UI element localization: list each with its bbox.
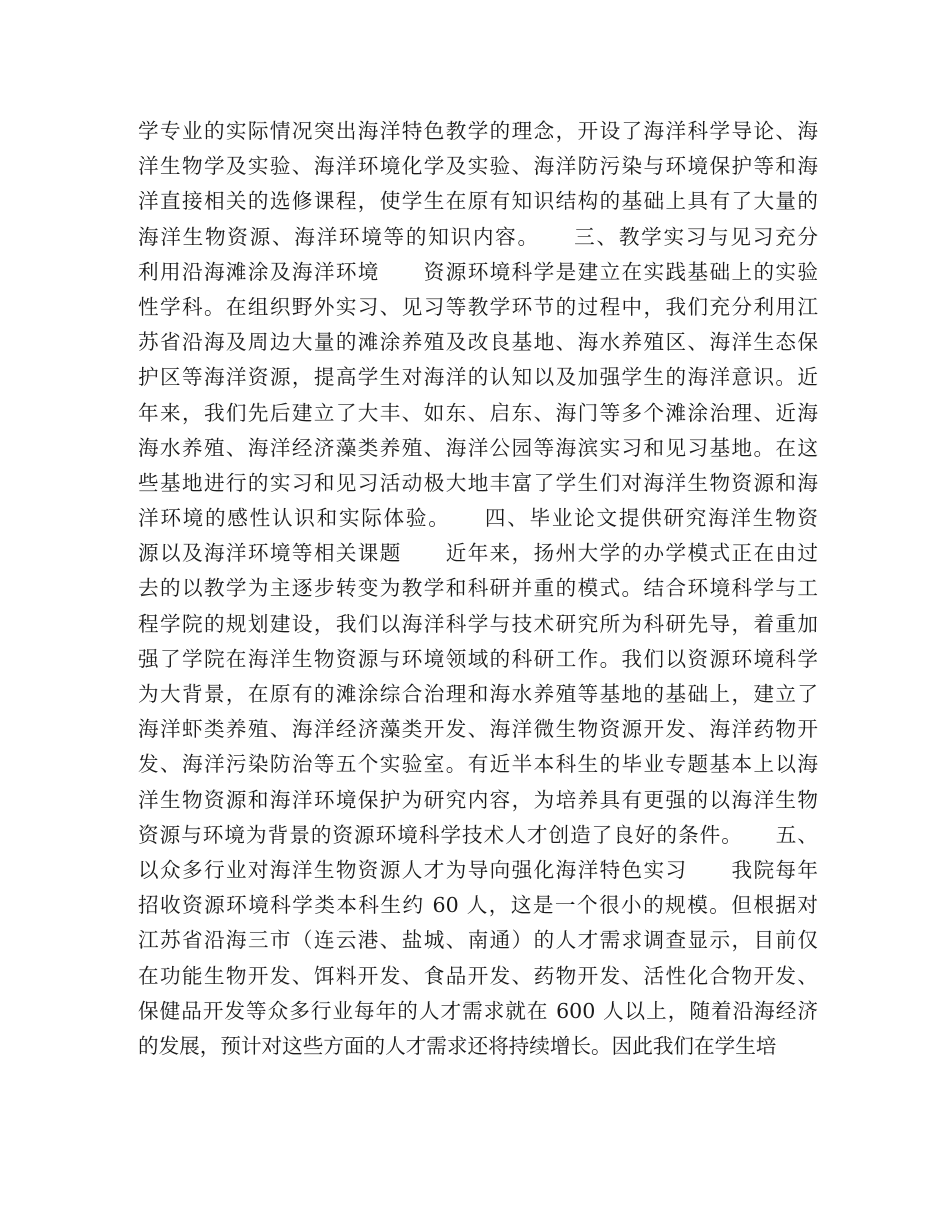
text-line: 去的以教学为主逐步转变为教学和科研并重的模式。结合环境科学与工 (138, 576, 818, 601)
text-line: 以众多行业对海洋生物资源人才为导向强化海洋特色实习 我院每年 (138, 857, 818, 882)
text-line: 为大背景，在原有的滩涂综合治理和海水养殖等基地的基础上，建立了 (138, 682, 818, 706)
text-line: 性学科。在组织野外实习、见习等教学环节的过程中，我们充分利用江 (138, 294, 818, 319)
text-line: 江苏省沿海三市（连云港、盐城、南通）的人才需求调查显示，目前仅 (138, 928, 818, 953)
text-line: 发、海洋污染防治等五个实验室。有近半本科生的毕业专题基本上以海 (138, 752, 818, 777)
text-line: 洋生物资源和海洋环境保护为研究内容，为培养具有更强的以海洋生物 (138, 787, 818, 812)
text-line: 洋环境的感性认识和实际体验。 四、毕业论文提供研究海洋生物资 (138, 506, 818, 531)
text-line: 程学院的规划建设，我们以海洋科学与技术研究所为科研先导，着重加 (138, 611, 818, 636)
text-line: 利用沿海滩涂及海洋环境 资源环境科学是建立在实践基础上的实验 (138, 259, 818, 284)
text-line: 源以及海洋环境等相关课题 近年来，扬州大学的办学模式正在由过 (138, 541, 818, 566)
text-line: 海水养殖、海洋经济藻类养殖、海洋公园等海滨实习和见习基地。在这 (138, 435, 818, 460)
body-text (138, 114, 818, 1064)
text-line: 苏省沿海及周边大量的滩涂养殖及改良基地、海水养殖区、海洋生态保 (138, 330, 818, 355)
text-line: 护区等海洋资源，提高学生对海洋的认知以及加强学生的海洋意识。近 (138, 365, 818, 390)
text-line: 的发展，预计对这些方面的人才需求还将持续增长。因此我们在学生培 (138, 1033, 777, 1058)
text-line: 海洋生物资源、海洋环境等的知识内容。 三、教学实习与见习充分 (138, 224, 818, 249)
text-line: 招收资源环境科学类本科生约 60 人，这是一个很小的规模。但根据对 (138, 893, 818, 918)
text-line: 资源与环境为背景的资源环境科学技术人才创造了良好的条件。 五、 (138, 822, 818, 847)
text-line: 保健品开发等众多行业每年的人才需求就在 600 人以上，随着沿海经济 (138, 998, 818, 1023)
text-line: 学专业的实际情况突出海洋特色教学的理念，开设了海洋科学导论、海 (138, 119, 818, 143)
text-line: 些基地进行的实习和见习活动极大地丰富了学生们对海洋生物资源和海 (138, 470, 818, 495)
text-line: 洋生物学及实验、海洋环境化学及实验、海洋防污染与环境保护等和海 (138, 154, 818, 179)
text-line: 洋直接相关的选修课程，使学生在原有知识结构的基础上具有了大量的 (138, 189, 818, 214)
text-line: 海洋虾类养殖、海洋经济藻类开发、海洋微生物资源开发、海洋药物开 (138, 717, 818, 742)
text-line: 年来，我们先后建立了大丰、如东、启东、海门等多个滩涂治理、近海 (138, 400, 818, 425)
text-line: 在功能生物开发、饵料开发、食品开发、药物开发、活性化合物开发、 (138, 963, 818, 988)
text-line: 强了学院在海洋生物资源与环境领域的科研工作。我们以资源环境科学 (138, 646, 818, 671)
